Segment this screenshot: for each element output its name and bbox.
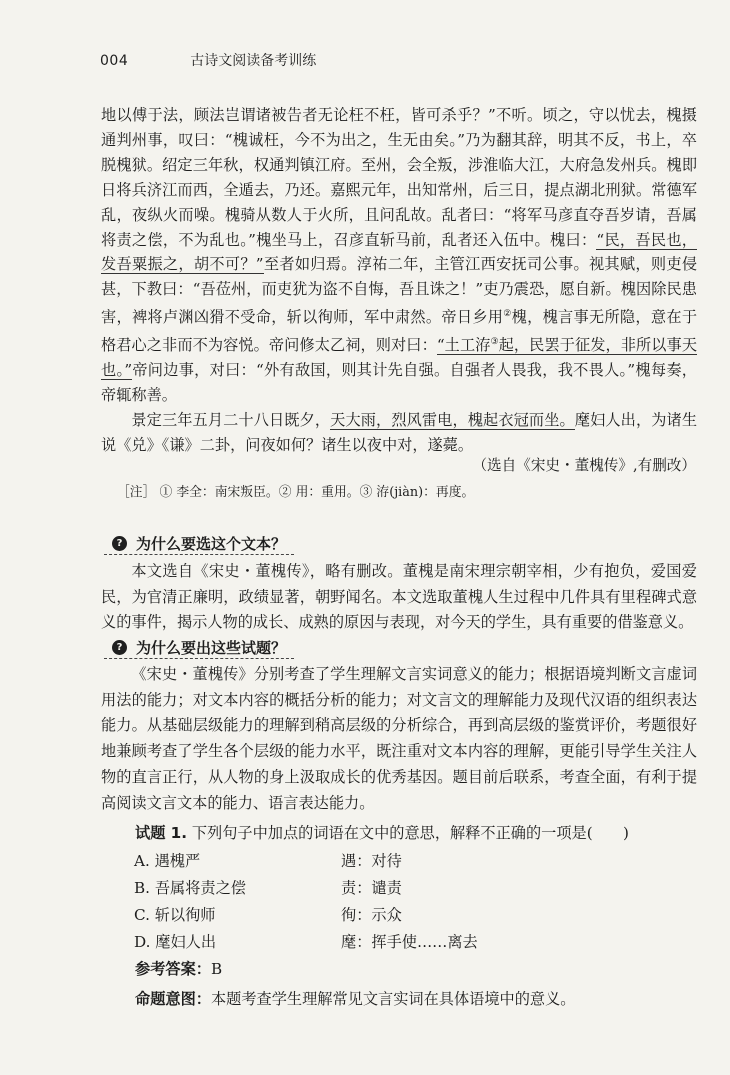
option-a-sentence: A. 遇槐严 [134, 852, 201, 870]
question-intent [135, 988, 575, 1009]
dashed-underline-1 [104, 554, 294, 555]
answer-value: B [210, 960, 223, 978]
intent-text: 本题考查学生理解常见文言实词在具体语境中的意义。 [210, 990, 576, 1008]
question-circle-icon: ? [112, 536, 127, 551]
dashed-underline-2 [104, 658, 294, 659]
page-header [100, 50, 316, 70]
option-c-gloss: 徇：示众 [341, 906, 402, 924]
source-citation: （选自《宋史・董槐传》,有删改） [472, 457, 696, 474]
option-c-sentence: C. 斩以徇师 [134, 906, 216, 924]
reference-answer [135, 958, 222, 979]
option-d-gloss: 麾：挥手使……离去 [341, 933, 478, 951]
question-circle-icon: ? [112, 640, 127, 655]
question-stem: 下列句子中加点的词语在文中的意思，解释不正确的一项是( ) [191, 824, 629, 842]
option-a-gloss: 遇：对待 [341, 852, 402, 870]
section-heading-2: ? 为什么要出这些试题？ [112, 637, 286, 658]
question-label: 试题 1. [135, 824, 187, 842]
intent-label: 命题意图： [135, 990, 211, 1008]
note-ref-2: ② [503, 309, 512, 320]
book-title: 古诗文阅读备考训练 [190, 53, 317, 69]
option-b-sentence: B. 吾属将责之偿 [134, 879, 246, 897]
underlined-sentence-2: “土工洊③起，民罢于征发，非所以事天也。” [101, 336, 698, 380]
page-number: 004 [100, 53, 129, 69]
underlined-sentence-1: “民，吾民也，发吾粟振之，胡不可？” [101, 230, 697, 274]
section-2-body: 《宋史・董槐传》分别考查了学生理解文言实词意义的能力；根据语境判断文言虚词用法的能力；对文本内容的概括分析的能力；对文言文的理解能力及现代汉语的组织表达能力。从基础层级能力的理解到稍高层级的分析综合，再到高层级的鉴赏评价，考题很好地兼顾考查了学生各个层级的能力水平，既注重对文本内容的理解，更能引导学生关注人物的直言正行，从人物的身上汲取成长的优秀基因。题目前后联系，考查全面，有利于提高阅读文言文本的能力、语言表达能力。 [101, 665, 697, 812]
answer-label: 参考答案： [135, 960, 211, 978]
passage-paragraph-1: 地以傅于法，顾法岂谓诸被告者无论枉不枉，皆可杀乎？”不听。顷之，守以忧去，槐摄通判州事，叹曰：“槐诚枉，今不为出之，生无由矣。”乃为翻其辞，明其不反，书上，卒脱槐狱。绍定三年秋，权通判镇江府。至州，会全叛，涉淮临大江，大府急发州兵。槐即日将兵济江而西，全遁去，乃还。嘉熙元年，出知常州，后三日，提点湖北刑狱。常德军乱，夜纵火而噪。槐骑从数人于火所，且问乱故。乱者曰：“将军马彦直夺吾岁请，吾属将责之偿，不为乱也。”槐坐马上，召彦直斩马前，乱者还入伍中。槐曰：“民，吾民也，发吾粟振之，胡不可？”至者如归焉。淳祐二年，主管江西安抚司公事。视其赋，则吏侵甚，下教曰：“吾莅州，而吏犹为盗不自悔，吾且诛之！”吏乃震恐，愿自新。槐因除民患害，裨将卢渊凶猾不受命，斩以徇师，军中肃然。帝日乡用②槐，槐言事无所隐，意在于格君心之非而不为容悦。帝问修太乙祠，则对曰：“土工洊③起，民罢于征发，非所以事天也。”帝问边事，对曰：“外有敌国，则其计先自强。自强者人畏我，我不畏人。”槐每奏，帝辄称善。 [101, 106, 698, 405]
passage-paragraph-2: 景定三年五月二十八日既夕，天大雨，烈风雷电，槐起衣冠而坐。麾妇人出，为诸生说《兑》《谦》二卦，问夜如何？诸生以夜中对，遂薨。 [101, 411, 698, 454]
section-1-body: 本文选自《宋史・董槐传》，略有删改。董槐是南宋理宗朝宰相，少有抱负，爱国爱民，为官清正廉明，政绩显著，朝野闻名。本文选取董槐人生过程中几件具有里程碑式意义的事件，揭示人物的成长、成熟的原因与表现，对今天的学生，具有重要的借鉴意义。 [101, 562, 697, 632]
section-heading-1: ? 为什么要选这个文本？ [112, 533, 286, 554]
underlined-sentence-3: 天大雨，烈风雷电，槐起衣冠而坐。 [330, 411, 575, 429]
note-ref-3: ③ [490, 337, 499, 348]
footnotes: ［注］ ① 李全：南宋叛臣。② 用：重用。③ 洊(jiàn)：再度。 [117, 485, 475, 500]
option-d-sentence: D. 麾妇人出 [134, 933, 217, 951]
question-1 [135, 822, 629, 843]
classical-passage [101, 103, 697, 458]
option-b-gloss: 责：谴责 [341, 879, 402, 897]
